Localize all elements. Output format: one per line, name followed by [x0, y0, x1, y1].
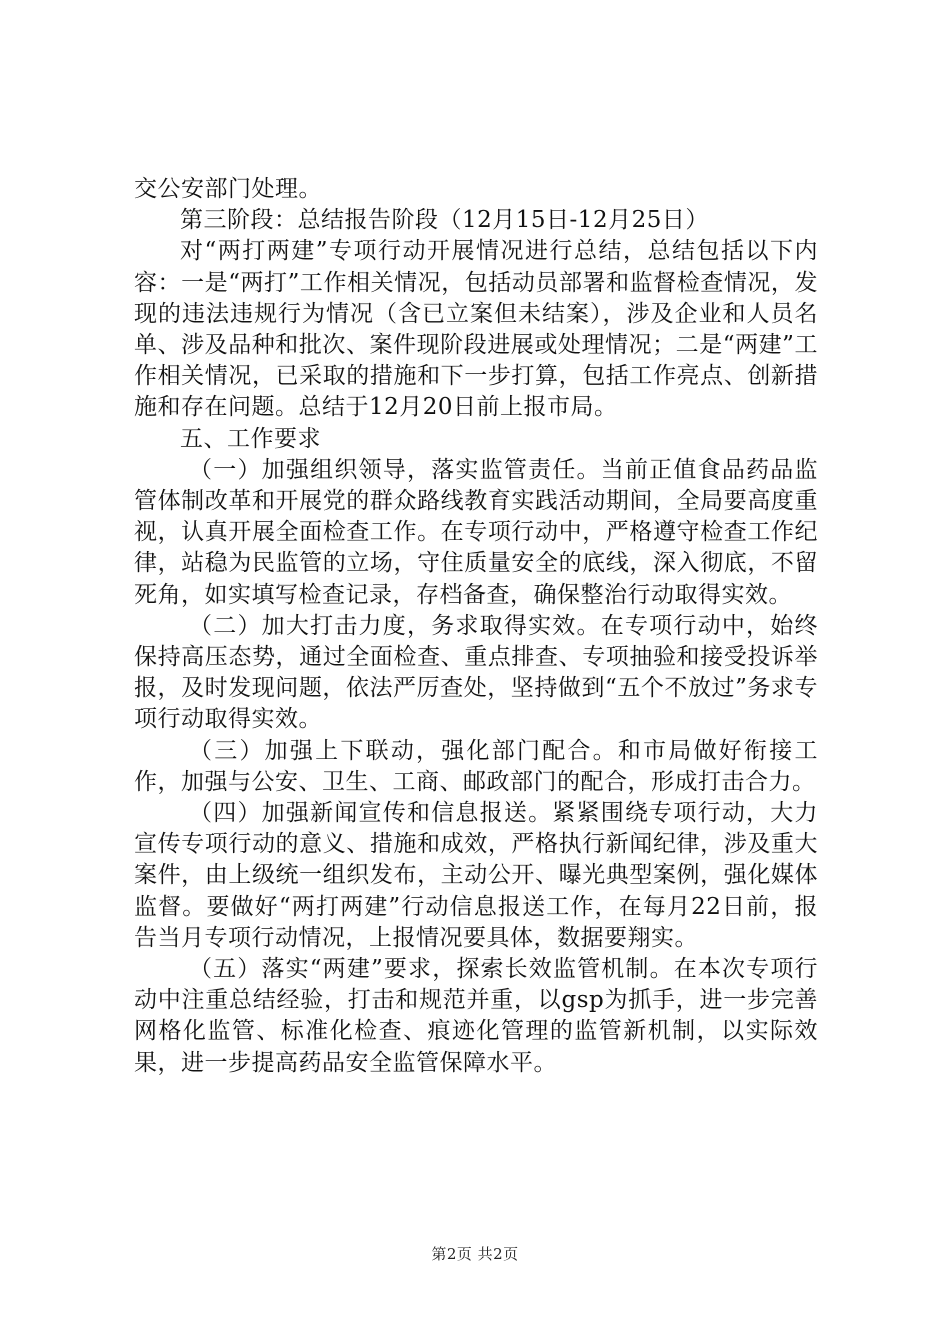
paragraph-stage-three-heading: 第三阶段：总结报告阶段（12月15日-12月25日）	[180, 207, 709, 234]
paragraph-summary-content: 对“两打两建”专项行动开展情况进行总结，总结包括以下内容：一是“两打”工作相关情况，包括动员部署和监督检查情况，发现的违法违规行为情况（含已立案但未结案），涉及企业和人员名单、涉及品种和批次、案件现阶段进展或处理情况；二是“两建”工作相关情况，已采取的措施和下一步打算，包括工作亮点、创新措施和存在问题。总结于12月20日前上报市局。	[134, 238, 818, 421]
paragraph-requirement-5: （五）落实“两建”要求，探索长效监管机制。在本次专项行动中注重总结经验，打击和规范并重，以gsp为抓手，进一步完善网格化监管、标准化检查、痕迹化管理的监管新机制，以实际效果，进一步提高药品安全监管保障水平。	[134, 956, 818, 1076]
section-heading-work-requirements: 五、工作要求	[180, 425, 321, 452]
document-body	[134, 174, 818, 1079]
paragraph-requirement-3: （三）加强上下联动，强化部门配合。和市局做好衔接工作，加强与公安、卫生、工商、邮政部门的配合，形成打击合力。	[134, 737, 818, 795]
paragraph-requirement-4: （四）加强新闻宣传和信息报送。紧紧围绕专项行动，大力宣传专项行动的意义、措施和成效，严格执行新闻纪律，涉及重大案件，由上级统一组织发布，主动公开、曝光典型案例，强化媒体监督。要做好“两打两建”行动信息报送工作，在每月22日前，报告当月专项行动情况，上报情况要具体，数据要翔实。	[134, 800, 818, 951]
paragraph-requirement-2: （二）加大打击力度，务求取得实效。在专项行动中，始终保持高压态势，通过全面检查、重点排查、专项抽验和接受投诉举报，及时发现问题，依法严厉查处，坚持做到“五个不放过”务求专项行动取得实效。	[134, 612, 818, 733]
page-number-footer: 第2页 共2页	[431, 1245, 519, 1263]
paragraph-requirement-1: （一）加强组织领导，落实监管责任。当前正值食品药品监管体制改革和开展党的群众路线教育实践活动期间，全局要高度重视，认真开展全面检查工作。在专项行动中，严格遵守检查工作纪律，站稳为民监管的立场，守住质量安全的底线，深入彻底，不留死角，如实填写检查记录，存档备查，确保整治行动取得实效。	[134, 456, 818, 608]
paragraph-continuation: 交公安部门处理。	[134, 176, 322, 202]
